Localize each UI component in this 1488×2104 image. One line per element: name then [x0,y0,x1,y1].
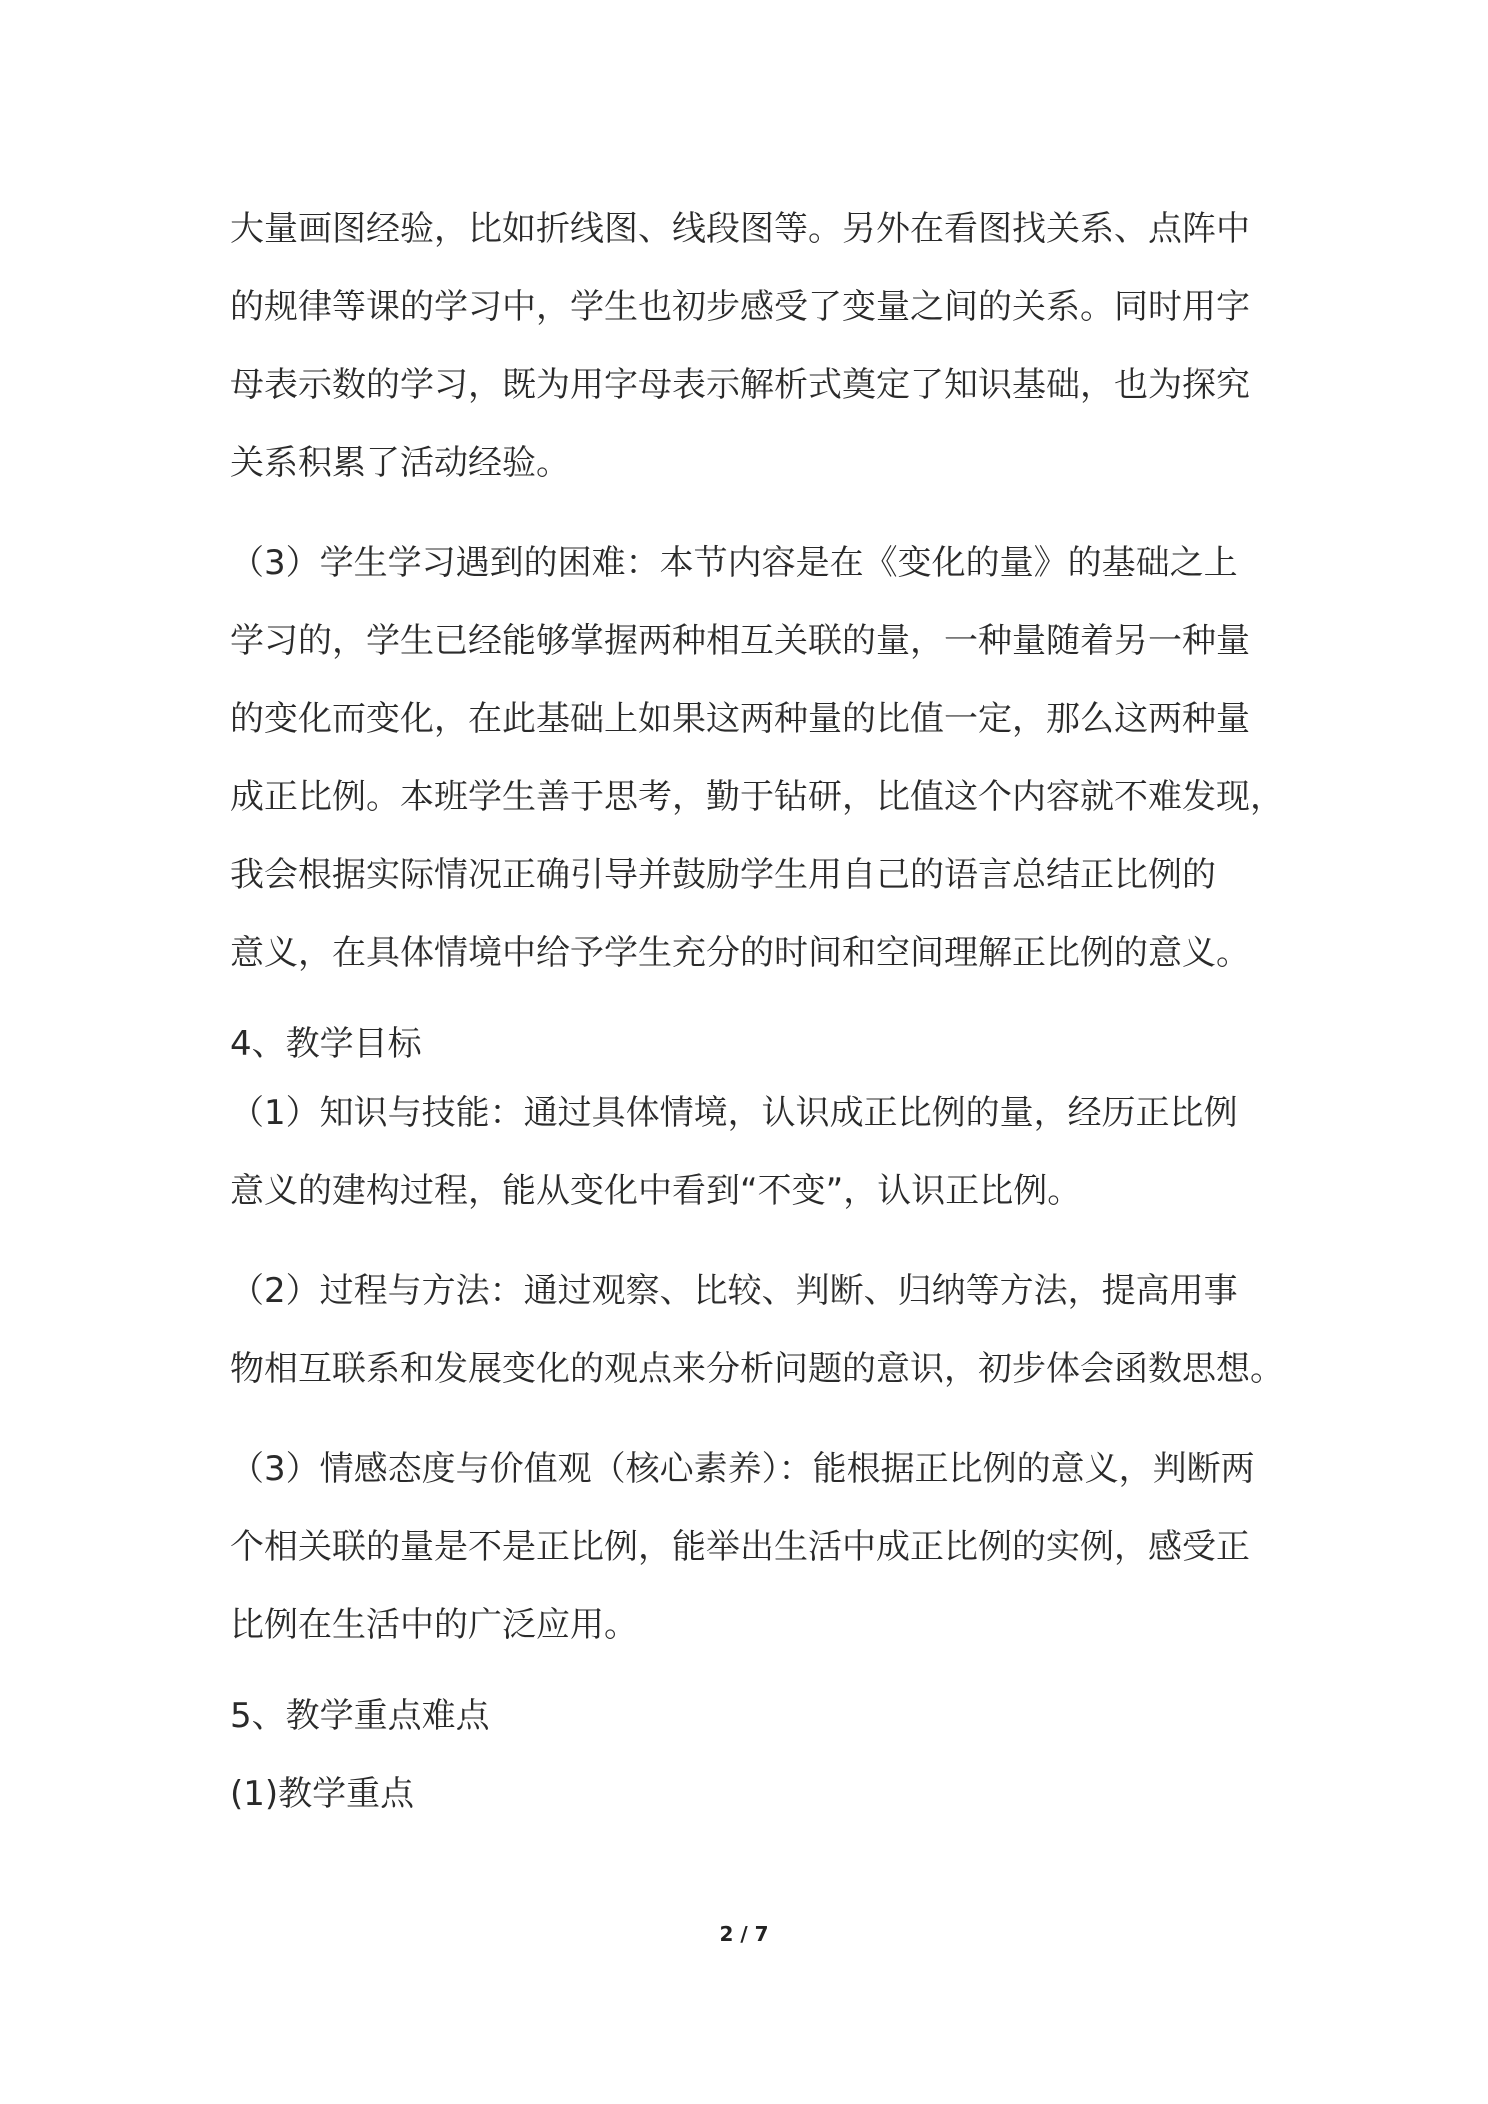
subheading-teaching-focus: (1)教学重点 [230,1774,415,1814]
paragraph-learning-difficulties [230,524,1284,992]
text-line: 意义的建构过程，能从变化中看到“不变”，认识正比例。 [230,1171,1082,1211]
text-line: 比例在生活中的广泛应用。 [230,1605,638,1645]
text-line: 大量画图经验，比如折线图、线段图等。另外在看图找关系、点阵中 [230,209,1250,249]
section-heading-key-points: 5、教学重点难点 [230,1696,490,1736]
text-line: 成正比例。本班学生善于思考，勤于钻研，比值这个内容就不难发现， [230,777,1284,817]
objective-knowledge-skills [230,1074,1280,1230]
text-line: 学习的，学生已经能够掌握两种相互关联的量，一种量随着另一种量 [230,621,1250,661]
text-line: 的规律等课的学习中，学生也初步感受了变量之间的关系。同时用字 [230,287,1250,327]
text-line: （3）学生学习遇到的困难：本节内容是在《变化的量》的基础之上 [230,543,1238,583]
text-line: （2）过程与方法：通过观察、比较、判断、归纳等方法，提高用事 [230,1271,1238,1311]
document-body [230,190,1284,1824]
text-line: （1）知识与技能：通过具体情境，认识成正比例的量，经历正比例 [230,1093,1238,1133]
text-line: 物相互联系和发展变化的观点来分析问题的意识，初步体会函数思想。 [230,1349,1284,1389]
page-number: 2 / 7 [719,1922,769,1946]
paragraph-prior-experience [230,190,1280,502]
section-heading-teaching-objectives: 4、教学目标 [230,1024,422,1064]
objective-process-methods [230,1252,1284,1408]
text-line: 个相关联的量是不是正比例，能举出生活中成正比例的实例，感受正 [230,1527,1250,1567]
text-line: （3）情感态度与价值观（核心素养）：能根据正比例的意义，判断两 [230,1449,1255,1489]
objective-emotion-values [230,1430,1280,1664]
text-line: 的变化而变化，在此基础上如果这两种量的比值一定，那么这两种量 [230,699,1250,739]
text-line: 意义，在具体情境中给予学生充分的时间和空间理解正比例的意义。 [230,933,1250,973]
text-line: 关系积累了活动经验。 [230,443,570,483]
text-line: 母表示数的学习，既为用字母表示解析式奠定了知识基础，也为探究 [230,365,1250,405]
text-line: 我会根据实际情况正确引导并鼓励学生用自己的语言总结正比例的 [230,855,1216,895]
